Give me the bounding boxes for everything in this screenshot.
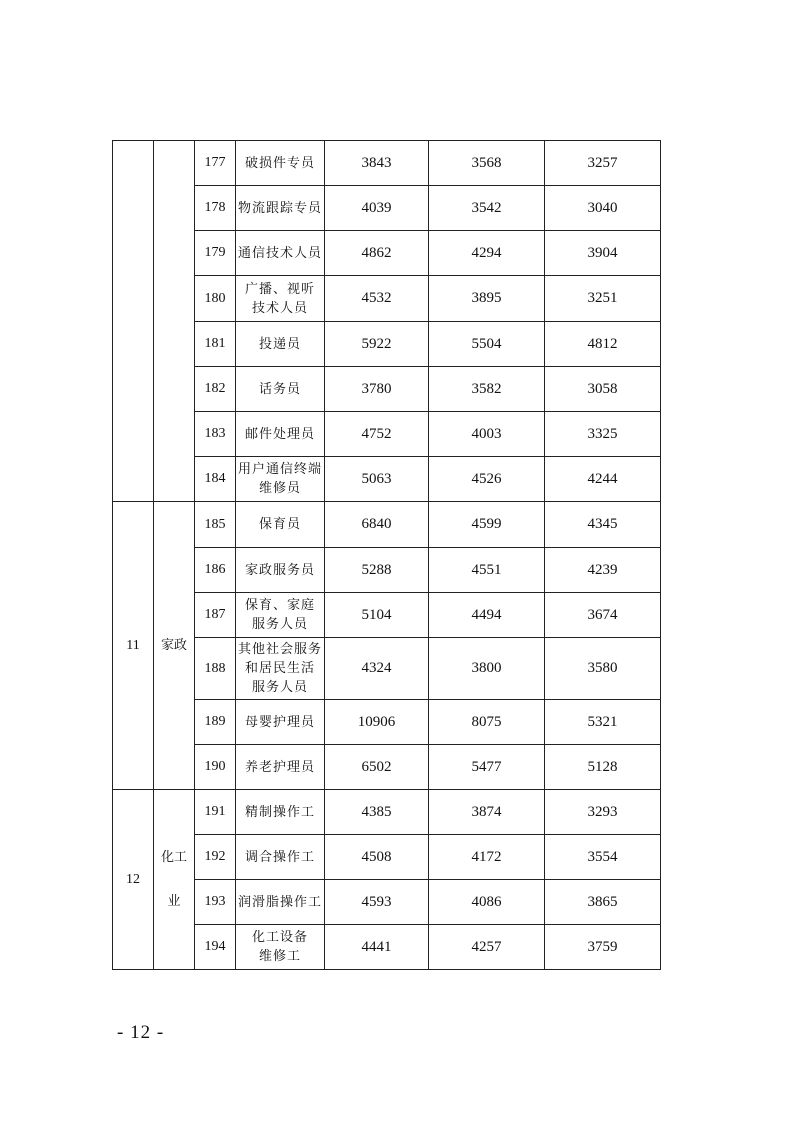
wage-value-low: 4244 <box>545 457 661 502</box>
occupation-name: 保育、家庭 服务人员 <box>236 593 325 638</box>
occupation-seq: 179 <box>195 231 236 276</box>
wage-value-high: 5104 <box>325 593 429 638</box>
occupation-name: 母婴护理员 <box>236 700 325 745</box>
occupation-name: 通信技术人员 <box>236 231 325 276</box>
wage-value-high: 4508 <box>325 835 429 880</box>
table-row <box>113 745 661 790</box>
wage-value-mid: 3582 <box>429 367 545 412</box>
table-row <box>113 638 661 700</box>
occupation-seq: 190 <box>195 745 236 790</box>
table-row <box>113 367 661 412</box>
occupation-name: 破损件专员 <box>236 141 325 186</box>
wage-value-low: 3865 <box>545 880 661 925</box>
occupation-name: 广播、视听 技术人员 <box>236 276 325 322</box>
wage-value-mid: 4003 <box>429 412 545 457</box>
occupation-name: 精制操作工 <box>236 790 325 835</box>
wage-value-high: 3843 <box>325 141 429 186</box>
wage-value-mid: 3895 <box>429 276 545 322</box>
wage-value-mid: 4294 <box>429 231 545 276</box>
table-row <box>113 276 661 322</box>
wage-value-low: 3251 <box>545 276 661 322</box>
category-name: 化工 业 <box>154 790 195 970</box>
occupation-name: 用户通信终端 维修员 <box>236 457 325 502</box>
wage-value-mid: 4494 <box>429 593 545 638</box>
wage-value-high: 3780 <box>325 367 429 412</box>
table-row <box>113 412 661 457</box>
category-name: 家政 <box>154 502 195 790</box>
occupation-seq: 187 <box>195 593 236 638</box>
wage-value-high: 5288 <box>325 548 429 593</box>
category-number: 12 <box>113 790 154 970</box>
occupation-seq: 188 <box>195 638 236 700</box>
occupation-name: 家政服务员 <box>236 548 325 593</box>
wage-value-mid: 4599 <box>429 502 545 548</box>
occupation-seq: 193 <box>195 880 236 925</box>
wage-value-high: 4532 <box>325 276 429 322</box>
table-row <box>113 548 661 593</box>
wage-value-low: 3674 <box>545 593 661 638</box>
wage-value-low: 3325 <box>545 412 661 457</box>
table-row <box>113 502 661 548</box>
occupation-seq: 183 <box>195 412 236 457</box>
occupation-seq: 180 <box>195 276 236 322</box>
occupation-name: 润滑脂操作工 <box>236 880 325 925</box>
wage-value-mid: 4526 <box>429 457 545 502</box>
wage-value-high: 4324 <box>325 638 429 700</box>
wage-value-high: 5922 <box>325 322 429 367</box>
table-row <box>113 322 661 367</box>
occupation-seq: 177 <box>195 141 236 186</box>
occupation-name: 邮件处理员 <box>236 412 325 457</box>
occupation-name: 其他社会服务 和居民生活 服务人员 <box>236 638 325 700</box>
occupation-seq: 192 <box>195 835 236 880</box>
wage-value-high: 6840 <box>325 502 429 548</box>
wage-value-low: 4239 <box>545 548 661 593</box>
occupation-seq: 194 <box>195 925 236 970</box>
wage-value-low: 3257 <box>545 141 661 186</box>
category-number <box>113 141 154 502</box>
wage-value-high: 4752 <box>325 412 429 457</box>
wage-value-mid: 4172 <box>429 835 545 880</box>
table-row <box>113 231 661 276</box>
table-row <box>113 790 661 835</box>
wage-value-low: 3040 <box>545 186 661 231</box>
wage-value-mid: 4551 <box>429 548 545 593</box>
page-number: - 12 - <box>117 1022 165 1043</box>
occupation-seq: 184 <box>195 457 236 502</box>
occupation-name: 话务员 <box>236 367 325 412</box>
wage-value-mid: 3568 <box>429 141 545 186</box>
table-row <box>113 457 661 502</box>
wage-value-mid: 8075 <box>429 700 545 745</box>
wage-value-mid: 4086 <box>429 880 545 925</box>
wage-value-high: 6502 <box>325 745 429 790</box>
occupation-seq: 178 <box>195 186 236 231</box>
occupation-name: 调合操作工 <box>236 835 325 880</box>
wage-value-mid: 3542 <box>429 186 545 231</box>
occupation-name: 化工设备 维修工 <box>236 925 325 970</box>
wage-value-high: 4862 <box>325 231 429 276</box>
wage-table <box>112 140 661 970</box>
occupation-name: 保育员 <box>236 502 325 548</box>
occupation-seq: 185 <box>195 502 236 548</box>
occupation-seq: 191 <box>195 790 236 835</box>
occupation-seq: 189 <box>195 700 236 745</box>
table-row <box>113 186 661 231</box>
table-row <box>113 141 661 186</box>
wage-value-low: 3293 <box>545 790 661 835</box>
wage-value-high: 4593 <box>325 880 429 925</box>
wage-value-low: 3759 <box>545 925 661 970</box>
wage-value-mid: 5504 <box>429 322 545 367</box>
wage-value-low: 3580 <box>545 638 661 700</box>
table-row <box>113 880 661 925</box>
wage-value-mid: 3874 <box>429 790 545 835</box>
wage-value-low: 3554 <box>545 835 661 880</box>
wage-value-low: 4345 <box>545 502 661 548</box>
wage-value-high: 10906 <box>325 700 429 745</box>
wage-value-high: 4441 <box>325 925 429 970</box>
occupation-name: 养老护理员 <box>236 745 325 790</box>
occupation-seq: 182 <box>195 367 236 412</box>
wage-value-mid: 3800 <box>429 638 545 700</box>
category-name <box>154 141 195 502</box>
occupation-seq: 181 <box>195 322 236 367</box>
category-number: 11 <box>113 502 154 790</box>
wage-table-body <box>113 141 661 970</box>
wage-value-low: 3904 <box>545 231 661 276</box>
wage-value-high: 5063 <box>325 457 429 502</box>
wage-value-low: 5128 <box>545 745 661 790</box>
table-row <box>113 700 661 745</box>
wage-value-low: 5321 <box>545 700 661 745</box>
wage-value-mid: 4257 <box>429 925 545 970</box>
table-row <box>113 835 661 880</box>
wage-value-mid: 5477 <box>429 745 545 790</box>
wage-value-low: 4812 <box>545 322 661 367</box>
table-row <box>113 593 661 638</box>
wage-value-low: 3058 <box>545 367 661 412</box>
wage-value-high: 4385 <box>325 790 429 835</box>
wage-value-high: 4039 <box>325 186 429 231</box>
occupation-name: 物流跟踪专员 <box>236 186 325 231</box>
table-row <box>113 925 661 970</box>
occupation-seq: 186 <box>195 548 236 593</box>
occupation-name: 投递员 <box>236 322 325 367</box>
